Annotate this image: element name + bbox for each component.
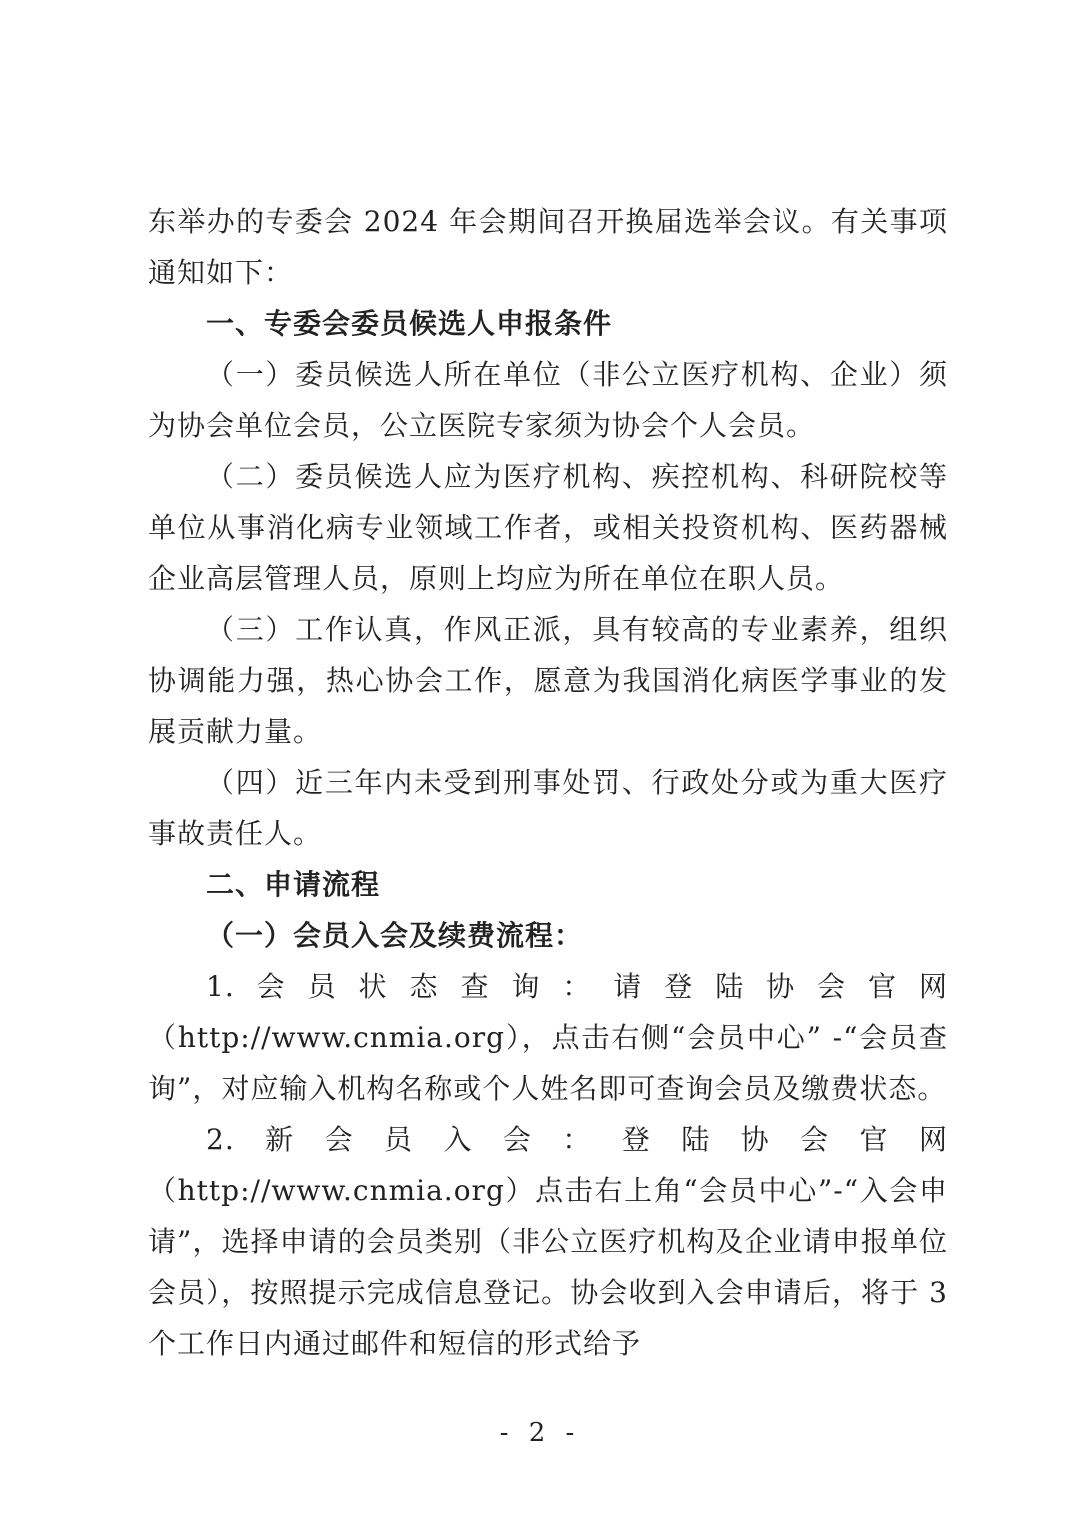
section-heading-1: 一、专委会委员候选人申报条件: [206, 307, 613, 340]
document-body: [148, 196, 948, 1369]
paragraph-member-status-query: 1.会员状态查询：请登陆协会官网（http://www.cnmia.org），点击右侧“会员中心” -“会员查询”，对应输入机构名称或个人姓名即可查询会员及缴费状态。: [148, 970, 948, 1105]
paragraph-condition-2: （二）委员候选人应为医疗机构、疾控机构、科研院校等单位从事消化病专业领域工作者，或相关投资机构、医药器械企业高层管理人员，原则上均应为所在单位在职人员。: [148, 460, 948, 595]
paragraph-condition-1: （一）委员候选人所在单位（非公立医疗机构、企业）须为协会单位会员，公立医院专家须为协会个人会员。: [148, 358, 948, 442]
page-number: - 2 -: [499, 1418, 581, 1448]
paragraph-condition-3: （三）工作认真，作风正派，具有较高的专业素养，组织协调能力强，热心协会工作，愿意为我国消化病医学事业的发展贡献力量。: [148, 613, 948, 748]
paragraph-new-member-join: 2.新会员入会：登陆协会官网（http://www.cnmia.org）点击右上角“会员中心”-“入会申请”，选择申请的会员类别（非公立医疗机构及企业请申报单位会员），按照提示完成信息登记。协会收到入会申请后，将于 3 个工作日内通过邮件和短信的形式给予: [148, 1123, 948, 1360]
section-heading-2: 二、申请流程: [206, 868, 381, 901]
sub-heading-membership-process: （一）会员入会及续费流程：: [206, 919, 584, 952]
paragraph-condition-4: （四）近三年内未受到刑事处罚、行政处分或为重大医疗事故责任人。: [148, 766, 948, 850]
paragraph-intro-continuation: 东举办的专委会 2024 年会期间召开换届选举会议。有关事项通知如下：: [148, 205, 948, 289]
